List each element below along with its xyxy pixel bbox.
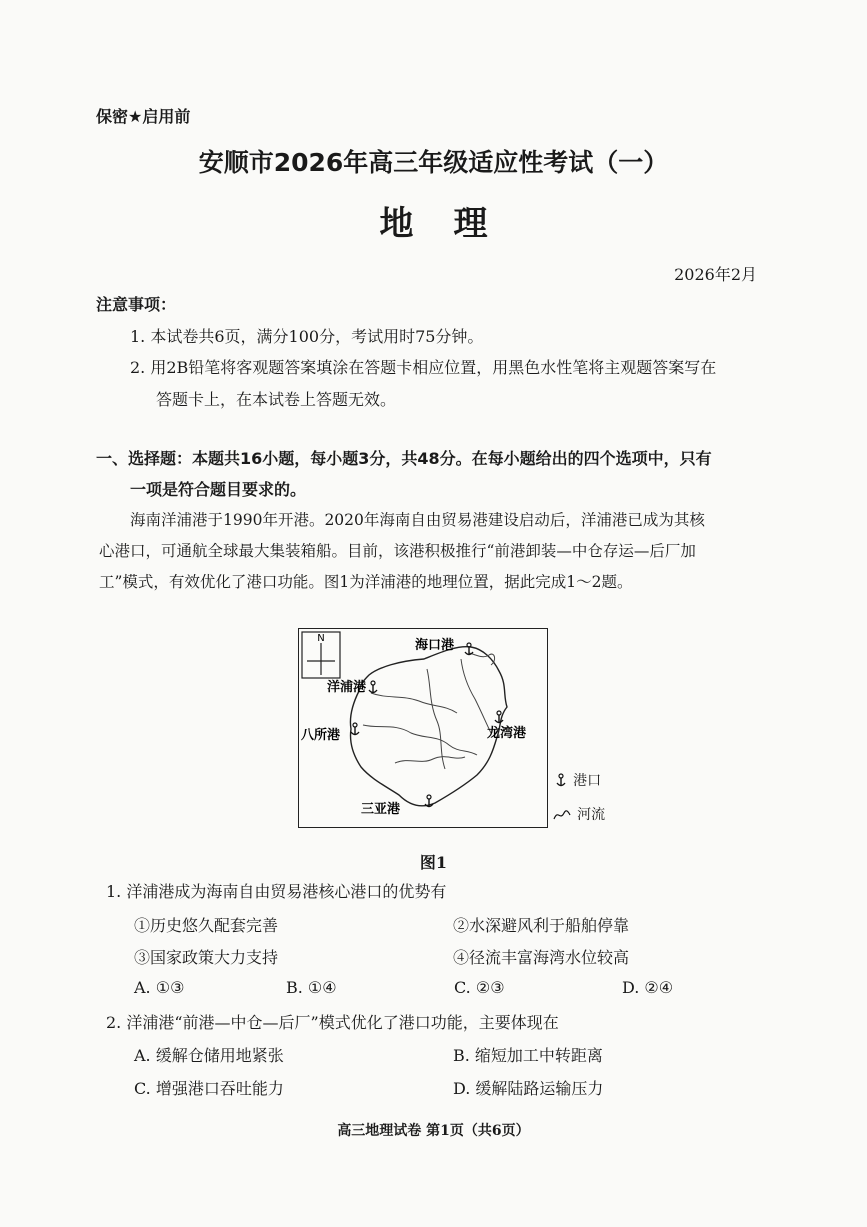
page-footer: 高三地理试卷 第1页（共6页） <box>337 1123 530 1139</box>
anchor-icon <box>554 773 568 789</box>
river <box>363 725 477 755</box>
passage-line: 海南洋浦港于1990年开港。2020年海南自由贸易港建设启动后，洋浦港已成为其核 <box>130 511 705 529</box>
exam-title: 安顺市2026年高三年级适应性考试（一） <box>198 148 669 177</box>
notice-item-2: 2. 用2B铅笔将客观题答案填涂在答题卡相应位置，用黑色水性笔将主观题答案写在 <box>130 358 717 377</box>
passage-line: 心港口，可通航全球最大集装箱船。目前，该港积极推行“前港卸装—中仓存运—后厂加 <box>99 542 696 560</box>
port-label-haikou: 海口港 <box>415 638 455 653</box>
question-1-stem: 1. 洋浦港成为海南自由贸易港核心港口的优势有 <box>106 882 447 901</box>
legend-river-label: 河流 <box>577 807 606 823</box>
q1-option-c: C. ②③ <box>454 978 505 997</box>
figure-caption: 图1 <box>419 853 448 872</box>
question-2-stem: 2. 洋浦港“前港—中仓—后厂”模式优化了港口功能，主要体现在 <box>106 1013 559 1032</box>
q1-option-a: A. ①③ <box>134 978 185 997</box>
notice-heading: 注意事项： <box>96 295 177 314</box>
legend-port <box>554 770 601 790</box>
passage-line: 工”模式，有效优化了港口功能。图1为洋浦港的地理位置，据此完成1～2题。 <box>99 573 633 591</box>
legend-port-label: 港口 <box>573 773 602 789</box>
q2-option-c: C. 增强港口吞吐能力 <box>134 1079 284 1098</box>
anchor-icon <box>425 795 433 807</box>
river <box>427 669 445 769</box>
q1-statement-2: ②水深避风利于船舶停靠 <box>453 916 630 935</box>
anchor-icon <box>351 723 359 735</box>
q1-option-d: D. ②④ <box>622 978 674 997</box>
section-heading-cont: 一项是符合题目要求的。 <box>130 480 307 499</box>
river <box>461 659 491 733</box>
river <box>371 693 457 713</box>
hainan-map-figure <box>298 628 548 828</box>
river-icon <box>552 807 572 823</box>
subject-title: 地理 <box>379 204 528 244</box>
hainan-map <box>299 629 547 827</box>
q2-option-a: A. 缓解仓储用地紧张 <box>134 1046 284 1065</box>
q1-statement-1: ①历史悠久配套完善 <box>134 916 279 935</box>
port-label-longwan: 龙湾港 <box>487 726 527 741</box>
anchor-icon <box>369 681 377 693</box>
section-heading: 一、选择题：本题共16小题，每小题3分，共48分。在每小题给出的四个选项中，只有 <box>96 449 712 468</box>
river <box>395 757 465 763</box>
port-label-yangpu: 洋浦港 <box>327 680 367 695</box>
notice-item-2-cont: 答题卡上，在本试卷上答题无效。 <box>156 390 397 409</box>
exam-date: 2026年2月 <box>674 265 757 284</box>
q1-statement-4: ④径流丰富海湾水位较高 <box>453 948 630 967</box>
confidential-label: 保密★启用前 <box>96 107 191 126</box>
port-label-sanya: 三亚港 <box>361 802 401 817</box>
compass-label: N <box>317 633 325 644</box>
legend-river <box>552 804 605 824</box>
notice-item-1: 1. 本试卷共6页，满分100分，考试用时75分钟。 <box>130 327 484 346</box>
q1-statement-3: ③国家政策大力支持 <box>134 948 279 967</box>
q1-option-b: B. ①④ <box>286 978 337 997</box>
q2-option-b: B. 缩短加工中转距离 <box>453 1046 603 1065</box>
q2-option-d: D. 缓解陆路运输压力 <box>453 1079 604 1098</box>
port-label-basuo: 八所港 <box>301 728 341 743</box>
anchor-icon <box>465 643 473 655</box>
